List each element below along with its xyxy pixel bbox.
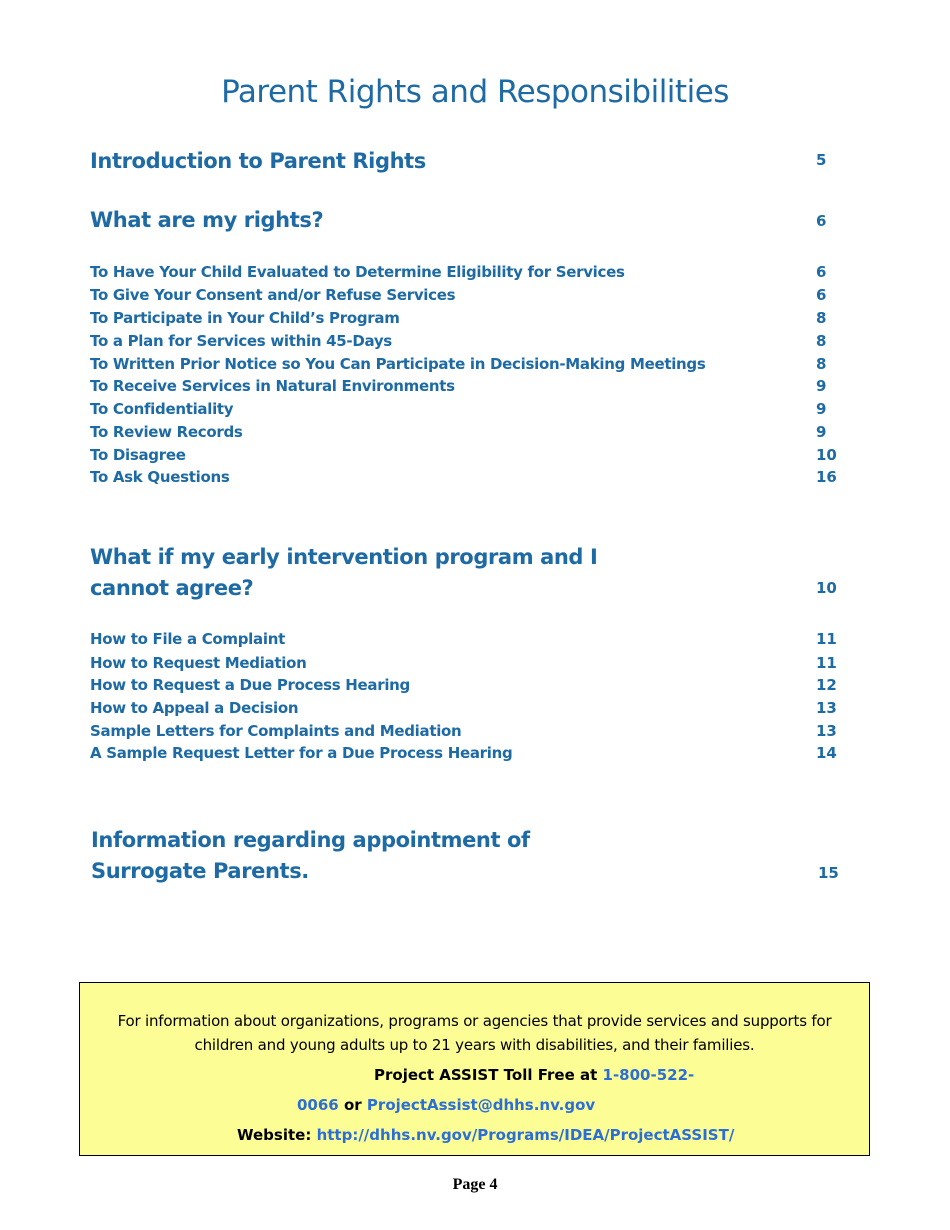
toc-item[interactable]: How to File a Complaint (90, 630, 285, 648)
toc-heading-surrogate[interactable] (91, 825, 530, 887)
toc-item[interactable]: Sample Letters for Complaints and Mediation (90, 722, 462, 740)
toc-item[interactable]: To Review Records (90, 423, 243, 441)
toc-item-page: 8 (816, 309, 827, 327)
toc-item-page: 11 (816, 654, 837, 672)
toc-heading-disagree-line1: What if my early intervention program and I (90, 545, 598, 569)
toc-item[interactable]: How to Appeal a Decision (90, 699, 299, 717)
toll-free-line (374, 1066, 694, 1084)
toc-item-page: 9 (816, 400, 827, 418)
toc-page-disagree: 10 (816, 579, 837, 597)
website-line (237, 1126, 734, 1144)
page-number: Page 4 (452, 1176, 498, 1193)
toc-item-page: 9 (816, 423, 827, 441)
info-box (79, 982, 870, 1156)
toc-item[interactable]: How to Request a Due Process Hearing (90, 676, 410, 694)
toc-heading-disagree[interactable] (90, 542, 597, 604)
toc-item[interactable]: To Give Your Consent and/or Refuse Services (90, 286, 456, 304)
toc-heading-rights[interactable]: What are my rights? (90, 208, 324, 232)
toc-item-page: 16 (816, 468, 837, 486)
toll-free-label: Project ASSIST Toll Free at (374, 1066, 598, 1084)
toc-item-page: 13 (816, 699, 837, 717)
toc-heading-surrogate-line1: Information regarding appointment of (91, 828, 530, 852)
toc-page-rights: 6 (816, 212, 827, 230)
toc-item-page: 6 (816, 263, 827, 281)
or-text: or (343, 1096, 362, 1114)
page-title: Parent Rights and Responsibilities (221, 74, 729, 110)
toc-item-page: 13 (816, 722, 837, 740)
contact-line (297, 1096, 595, 1114)
toc-item[interactable]: To Written Prior Notice so You Can Participate in Decision-Making Meetings (90, 355, 706, 373)
toc-item-page: 11 (816, 630, 837, 648)
toc-item-page: 8 (816, 355, 827, 373)
email-link[interactable]: ProjectAssist@dhhs.nv.gov (366, 1096, 596, 1114)
phone-link-part1[interactable]: 1-800-522- (602, 1066, 695, 1084)
toc-item[interactable]: To a Plan for Services within 45-Days (90, 332, 392, 350)
toc-item[interactable]: How to Request Mediation (90, 654, 307, 672)
toc-item[interactable]: To Confidentiality (90, 400, 234, 418)
toc-item-page: 8 (816, 332, 827, 350)
toc-item-page: 9 (816, 377, 827, 395)
toc-item-page: 12 (816, 676, 837, 694)
toc-page-introduction: 5 (816, 151, 827, 169)
toc-item-page: 14 (816, 744, 837, 762)
toc-item[interactable]: To Receive Services in Natural Environments (90, 377, 455, 395)
website-label: Website: (237, 1126, 312, 1144)
toc-page-surrogate: 15 (818, 864, 839, 882)
toc-item[interactable]: A Sample Request Letter for a Due Process Hearing (90, 744, 513, 762)
phone-link-part2[interactable]: 0066 (297, 1096, 339, 1114)
toc-item-page: 6 (816, 286, 827, 304)
toc-heading-surrogate-line2: Surrogate Parents. (91, 859, 309, 883)
toc-item-page: 10 (816, 446, 837, 464)
toc-heading-introduction[interactable]: Introduction to Parent Rights (90, 149, 426, 173)
toc-item[interactable]: To Ask Questions (90, 468, 230, 486)
info-description: For information about organizations, programs or agencies that provide services and supports for children and young adults up to 21 years with disabilities, and their families. (117, 1012, 832, 1054)
website-link[interactable]: http://dhhs.nv.gov/Programs/IDEA/ProjectASSIST/ (316, 1126, 735, 1144)
toc-heading-disagree-line2: cannot agree? (90, 576, 254, 600)
toc-item[interactable]: To Disagree (90, 446, 186, 464)
toc-item[interactable]: To Have Your Child Evaluated to Determine Eligibility for Services (90, 263, 625, 281)
toc-item[interactable]: To Participate in Your Child’s Program (90, 309, 400, 327)
